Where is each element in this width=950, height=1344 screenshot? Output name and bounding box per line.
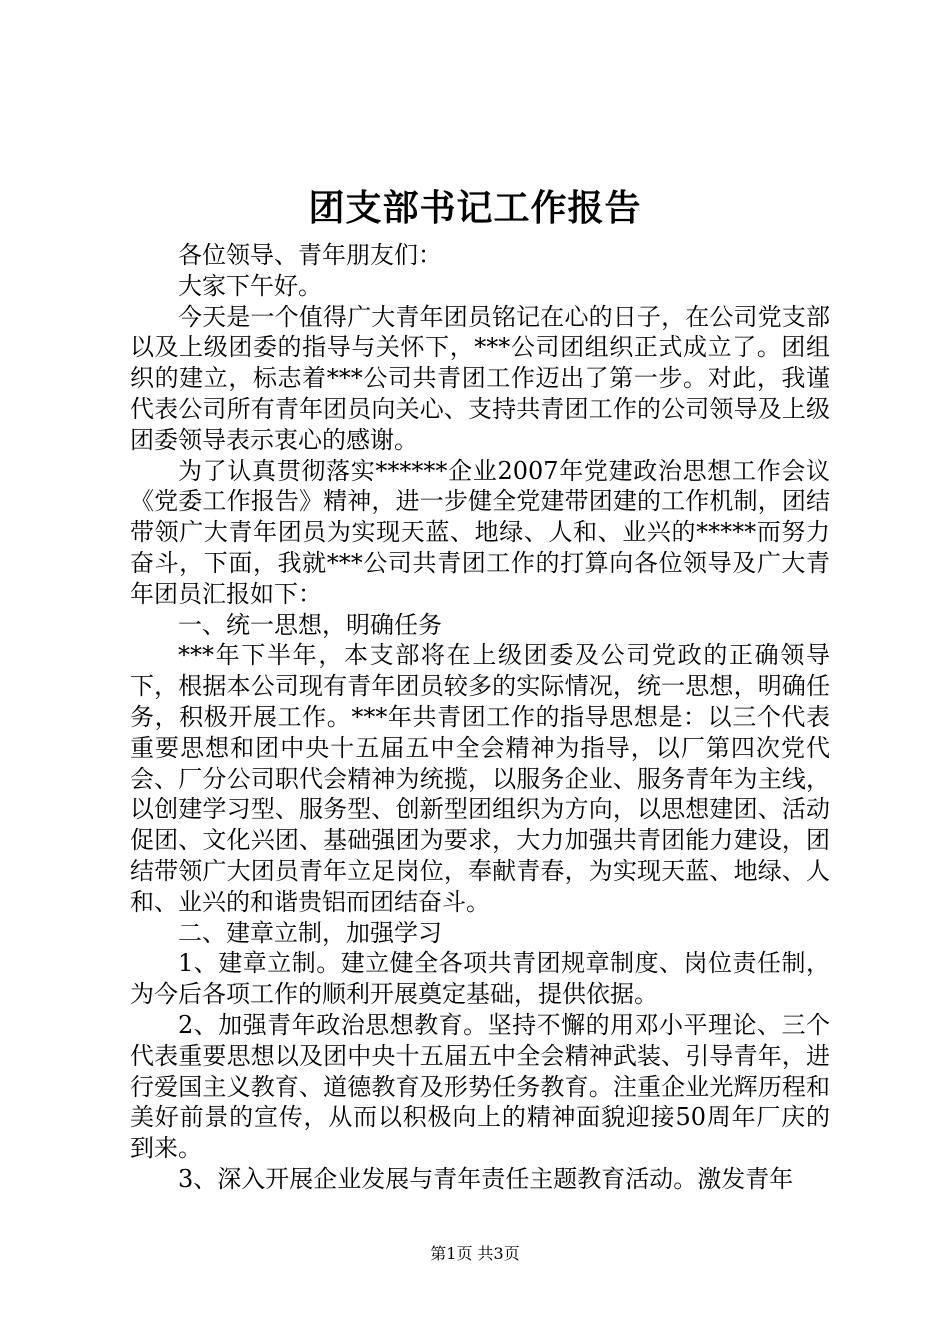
section-heading-1: 一、统一思想，明确任务	[178, 610, 442, 639]
paragraph-item-2: 2、加强青年政治思想教育。坚持不懈的用邓小平理论、三个代表重要思想以及团中央十五届五中全会精神武装、引导青年，进行爱国主义教育、道德教育及形势任务教育。注重企业光辉历程和美好前景的宣传，从而以积极向上的精神面貌迎接50周年厂庆的到来。	[130, 1010, 830, 1163]
paragraph-intro: 今天是一个值得广大青年团员铭记在心的日子，在公司党支部以及上级团委的指导与关怀下，***公司团组织正式成立了。团组织的建立，标志着***公司共青团工作迈出了第一步。对此，我谨代表公司所有青年团员向关心、支持共青团工作的公司领导及上级团委领导表示衷心的感谢。	[130, 302, 830, 454]
paragraph-item-3: 3、深入开展企业发展与青年责任主题教育活动。激发青年	[178, 1164, 794, 1193]
section-heading-2: 二、建章立制，加强学习	[178, 918, 442, 947]
paragraph-salutation: 各位领导、青年朋友们：	[178, 241, 442, 269]
paragraph-section-1: ***年下半年，本支部将在上级团委及公司党政的正确领导下，根据本公司现有青年团员较多的实际情况，统一思想，明确任务，积极开展工作。***年共青团工作的指导思想是：以三个代表重要思想和团中央十五届五中全会精神为指导，以厂第四次党代会、厂分公司职代会精神为统揽，以服务企业、服务青年为主线，以创建学习型、服务型、创新型团组织为方向，以思想建团、活动促团、文化兴团、基础强团为要求，大力加强共青团能力建设，团结带领广大团员青年立足岗位，奉献青春，为实现天蓝、地绿、人和、业兴的和谐贵铝而团结奋斗。	[130, 641, 830, 916]
document-body	[130, 240, 830, 1195]
page-footer: 第1页 共3页	[430, 1244, 520, 1263]
paragraph-greeting: 大家下午好。	[178, 271, 322, 300]
paragraph-purpose: 为了认真贯彻落实******企业2007年党建政治思想工作会议《党委工作报告》精神，进一步健全党建带团建的工作机制，团结带领广大青年团员为实现天蓝、地绿、人和、业兴的*****而努力奋斗，下面，我就***公司共青团工作的打算向各位领导及广大青年团员汇报如下：	[130, 456, 830, 608]
document-title: 团支部书记工作报告	[308, 187, 642, 229]
paragraph-item-1: 1、建章立制。建立健全各项共青团规章制度、岗位责任制，为今后各项工作的顺利开展奠定基础，提供依据。	[130, 949, 830, 1009]
